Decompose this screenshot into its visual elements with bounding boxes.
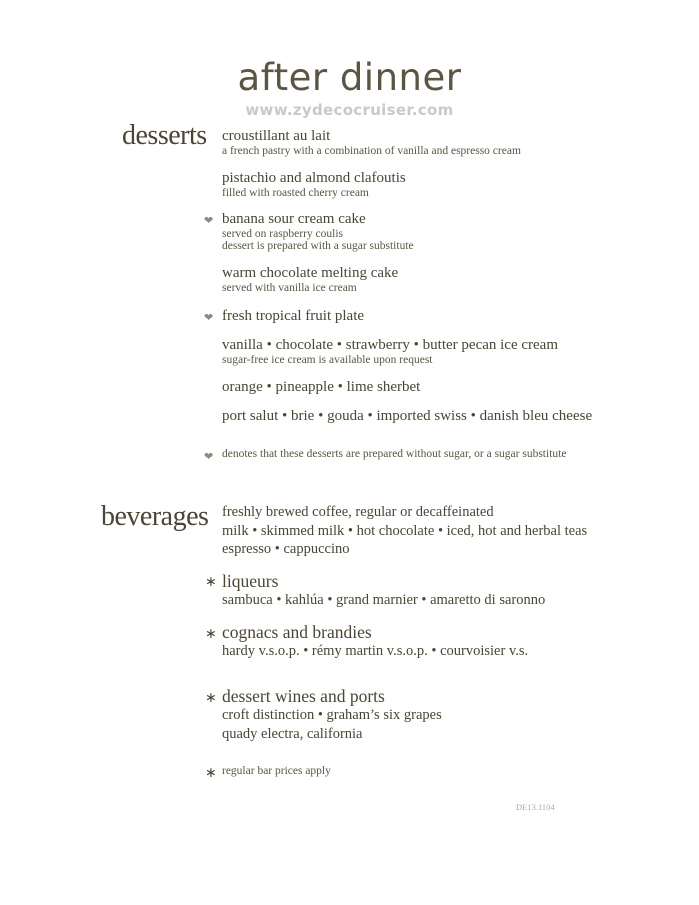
asterisk-icon: ∗ [205,626,217,642]
beverage-line: hardy v.s.o.p. • rémy martin v.s.o.p. • courvoisier v.s. [222,643,529,659]
asterisk-icon: ∗ [205,690,217,706]
menu-code: DE13.1104 [516,802,555,812]
beverage-group [222,571,545,610]
beverage-group [222,686,442,743]
menu-item [222,379,420,396]
menu-item [222,265,398,294]
menu-item-name: vanilla • chocolate • strawberry • butter pecan ice cream [222,337,559,353]
beverage-list [222,503,587,559]
menu-item [222,408,592,425]
menu-item [222,337,558,366]
asterisk-icon: ∗ [205,765,217,781]
menu-item-description: sugar-free ice cream is available upon request [222,354,433,366]
section-label-beverages: beverages [101,501,209,532]
desserts-footnote: denotes that these desserts are prepared without sugar, or a sugar substitute [222,448,567,460]
menu-item [222,170,406,199]
menu-item-description: served with vanilla ice cream [222,282,357,294]
heart-icon: ❤ [204,311,214,324]
watermark-text: www.zydecocruiser.com [245,101,454,119]
menu-item-name: warm chocolate melting cake [222,265,399,281]
beverage-line: croft distinction • graham’s six grapes [222,707,442,723]
beverage-line: freshly brewed coffee, regular or decaffeinated [222,504,494,520]
menu-item-description: dessert is prepared with a sugar substitute [222,240,414,252]
beverages-footnote: regular bar prices apply [222,765,331,777]
section-label-desserts: desserts [122,120,207,151]
menu-item [222,308,364,325]
menu-item [222,211,414,252]
menu-item-name: pistachio and almond clafoutis [222,170,406,186]
asterisk-icon: ∗ [205,574,217,590]
beverage-line: sambuca • kahlúa • grand marnier • amaretto di saronno [222,592,546,608]
beverage-group [222,622,528,661]
heart-icon: ❤ [204,450,214,463]
menu-item-name: croustillant au lait [222,128,331,144]
menu-item-name: orange • pineapple • lime sherbet [222,379,421,395]
beverage-group-title: cognacs and brandies [222,622,372,642]
heart-icon: ❤ [204,214,214,227]
menu-item-description: filled with roasted cherry cream [222,187,369,199]
menu-item-description: a french pastry with a combination of vanilla and espresso cream [222,145,521,157]
menu-item-description: served on raspberry coulis [222,228,344,240]
menu-item-name: port salut • brie • gouda • imported swiss • danish bleu cheese [222,408,593,424]
menu-item [222,128,521,157]
beverage-line: milk • skimmed milk • hot chocolate • iced, hot and herbal teas [222,522,588,539]
beverage-group-title: liqueurs [222,571,279,591]
menu-item-name: fresh tropical fruit plate [222,308,365,324]
beverage-line: quady electra, california [222,725,363,742]
beverage-group-title: dessert wines and ports [222,686,385,706]
menu-item-name: banana sour cream cake [222,211,366,227]
beverage-line: espresso • cappuccino [222,541,350,557]
page-title: after dinner [237,56,462,99]
